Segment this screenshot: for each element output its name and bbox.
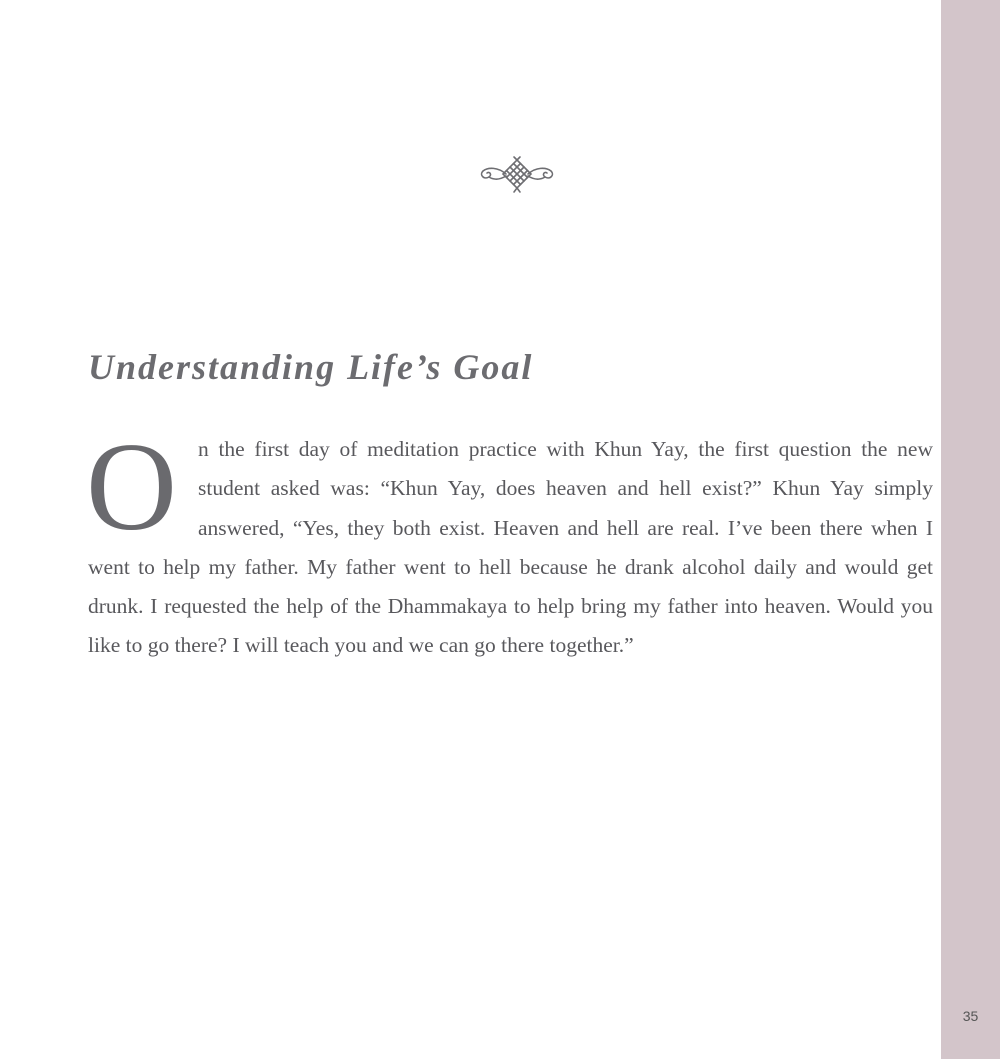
- drop-cap: O: [86, 418, 177, 557]
- paragraph-text: n the first day of meditation practice with Khun Yay, the first question the new student asked was: “Khun Yay, does heaven and hell exist?” Khun Yay simply answered, “Yes, they both exist. Heaven and hell are real. I’ve been there when I went to help my father. My father went to hell because he drank alcohol daily and would get drunk. I requested the help of the Dhammakaya to help bring my father into heaven. Would you like to go there? I will teach you and we can go there together.”: [88, 437, 933, 658]
- page-title: Understanding Life’s Goal: [88, 347, 534, 387]
- body-paragraph: [86, 418, 933, 666]
- side-color-band: [941, 0, 1000, 1059]
- endless-knot-flourish-icon: [478, 154, 556, 196]
- page-number: 35: [962, 1008, 979, 1024]
